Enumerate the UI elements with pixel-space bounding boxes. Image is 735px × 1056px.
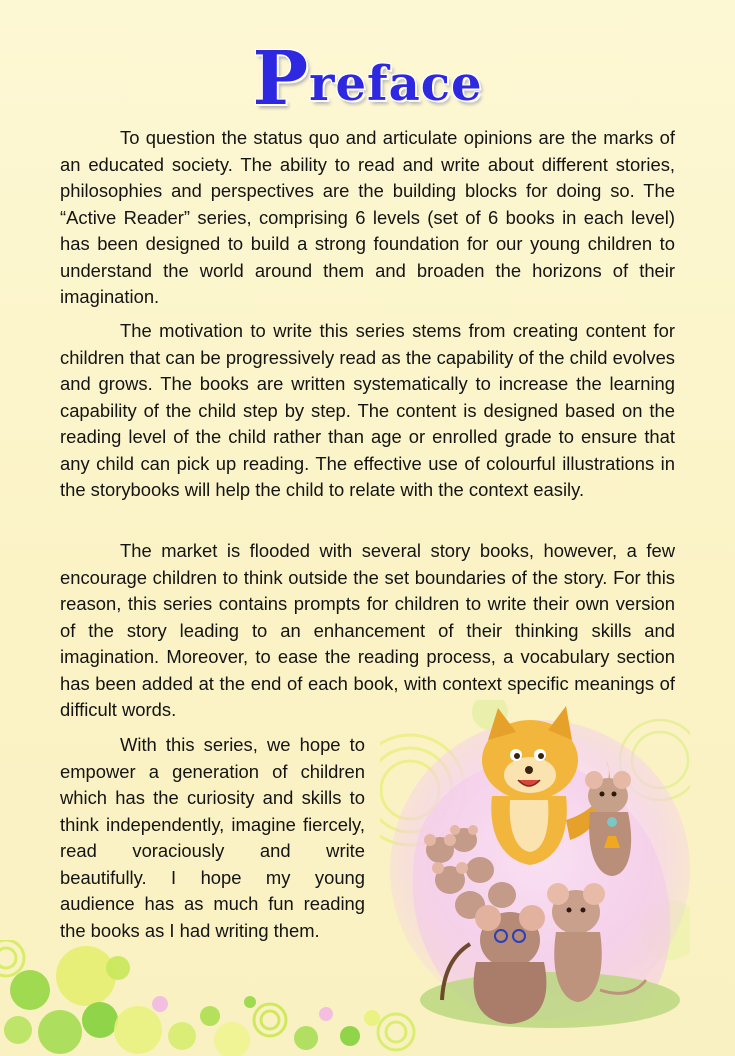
title-initial: P (252, 36, 310, 122)
preface-paragraph-2: The motivation to write this series stems from creating content for children that can be progressively read as the capability of the child evolves and grows. The books are written systematically to increase the learning capability of the child step by step. The content is designed based on the reading level of the child rather than age or enrolled grade to ensure that any child can pick up reading. The effective use of colourful illustrations in the storybooks will help the child to relate with the context easily. (60, 320, 675, 500)
page-title (0, 36, 735, 122)
decorative-bubbles (0, 940, 735, 1056)
title-rest: reface (309, 56, 483, 112)
preface-paragraph-3: The market is flooded with several story books, however, a few encourage children to think outside the set boundaries of the story. For this reason, this series contains prompts for children to write their own version of the story leading to an enhancement of their thinking skills and imagination. Moreover, to ease the reading process, a vocabulary section has been added at the end of each book, with context specific meanings of difficult words. (60, 540, 675, 720)
preface-paragraph-1: To question the status quo and articulate opinions are the marks of an educated society. The ability to read and write about different stories, philosophies and perspectives are the building blocks for doing so. The “Active Reader” series, comprising 6 levels (set of 6 books in each level) has been designed to build a strong foundation for our young children to understand the world around them and broaden the horizons of their imagination. (60, 127, 675, 307)
preface-paragraph-4: With this series, we hope to empower a generation of children which has the curiosity and skills to think independently, imagine fiercely, read voraciously and write beautifully. I hope my young audience has as much fun reading the books as I had writing them. (60, 734, 365, 941)
